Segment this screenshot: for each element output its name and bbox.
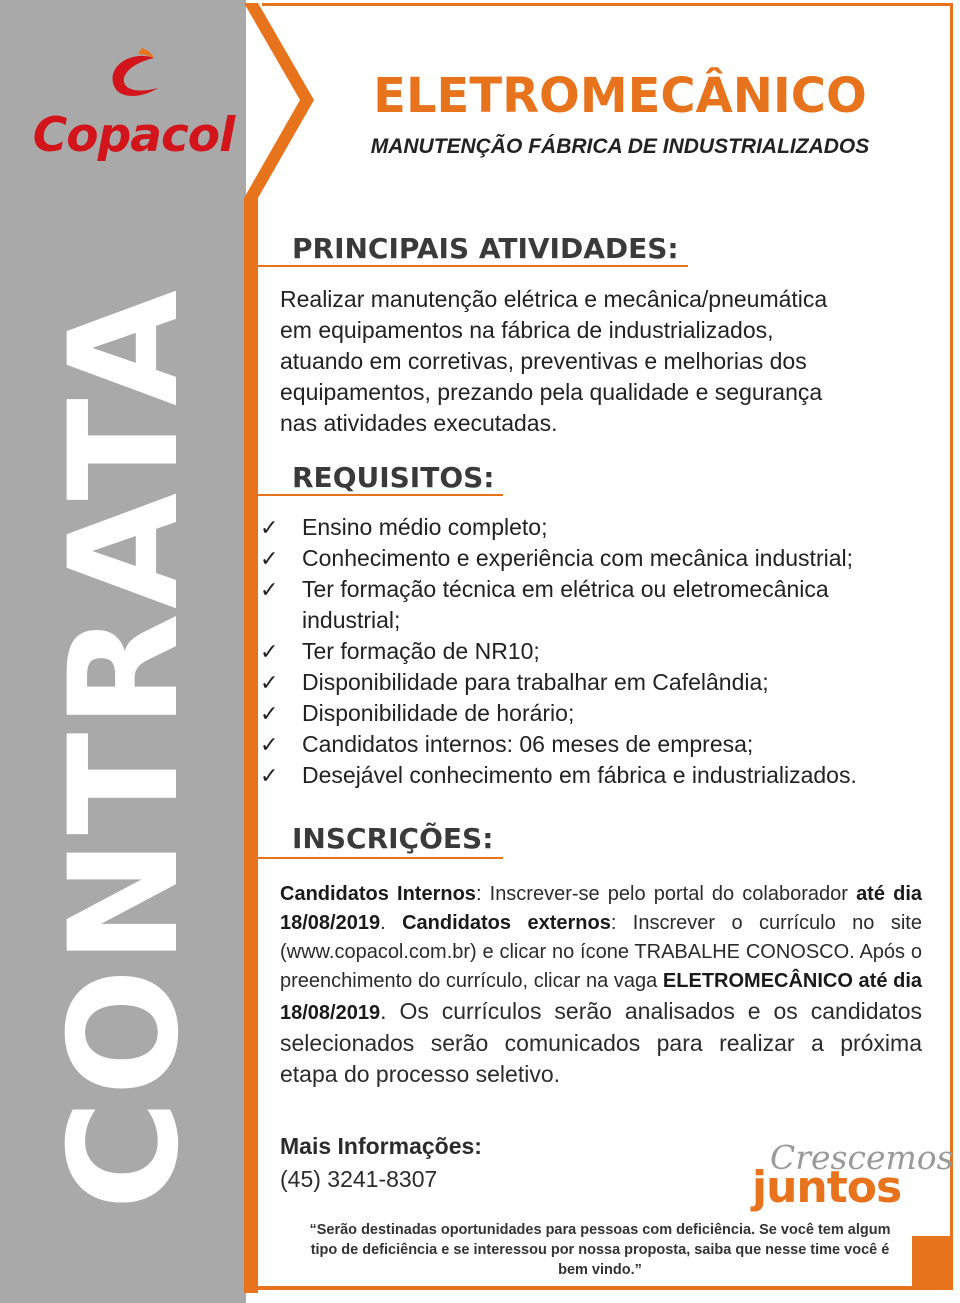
list-item [260,636,940,667]
requisitos-heading: REQUISITOS: [292,461,495,494]
atividades-heading: PRINCIPAIS ATIVIDADES: [292,232,679,265]
atividades-line: nas atividades executadas. [280,410,558,436]
list-item [260,574,940,636]
atividades-line: em equipamentos na fábrica de industrializados, [280,317,774,343]
frame-top-line [262,3,953,6]
contrata-banner: CONTRATA [38,285,212,1210]
requisito-text: Disponibilidade para trabalhar em Cafelândia; [302,669,769,695]
list-item [260,698,940,729]
job-title: ELETROMECÂNICO [373,68,867,124]
requisito-text: Conhecimento e experiência com mecânica industrial; [302,545,854,571]
requisito-text: Disponibilidade de horário; [302,700,575,726]
check-icon: ✓ [260,670,279,695]
mais-informacoes-label: Mais Informações: [280,1133,482,1159]
requisitos-underline [258,494,503,496]
requisito-text: Ensino médio completo; [302,514,548,540]
corner-block [912,1236,953,1290]
requisitos-list [260,512,940,791]
list-item [260,543,940,574]
internos-label: Candidatos Internos [280,883,476,905]
check-icon: ✓ [260,577,279,602]
internos-deadline: até dia 18/08/2019 [280,883,923,934]
pcd-note: “Serão destinadas oportunidades para pessoas com deficiência. Se você tem algum tipo de deficiência e se interessou por nossa proposta, saiba que nesse time você é bem vindo.” [309,1222,891,1278]
left-panel [0,0,246,1303]
externos-text: : Inscrever o currículo no site (www.copacol.com.br) e clicar no ícone TRABALHE CONOSCO. Após o preenchimento do currículo, clicar na vaga [280,912,922,992]
list-item [260,729,940,760]
copacol-logo [26,48,241,178]
inscricoes-closing: . Os currículos serão analisados e os candidatos selecionados serão comunicados para realizar a próxima etapa do processo seletivo. [280,998,922,1087]
frame-bottom-line [244,1286,953,1290]
job-subtitle: MANUTENÇÃO FÁBRICA DE INDUSTRIALIZADOS [370,135,870,158]
slogan-crescemos: Crescemos [770,1138,954,1177]
atividades-text [280,284,920,439]
atividades-underline [258,265,688,267]
atividades-line: equipamentos, prezando pela qualidade e segurança [280,379,823,405]
check-icon: ✓ [260,515,279,540]
logo-swoosh-icon [102,48,172,108]
logo-text: Copacol [32,108,235,163]
inscricoes-underline [258,857,503,859]
check-icon: ✓ [260,639,279,664]
atividades-line: atuando em corretivas, preventivas e melhorias dos [280,348,807,374]
atividades-line: Realizar manutenção elétrica e mecânica/pneumática [280,286,828,312]
requisito-text: Desejável conhecimento em fábrica e industrializados. [302,762,857,788]
check-icon: ✓ [260,701,279,726]
requisito-text: Candidatos internos: 06 meses de empresa; [302,731,754,757]
internos-text: : Inscrever-se pelo portal do colaborador [475,883,857,905]
check-icon: ✓ [260,546,279,571]
separator: . [380,912,403,934]
externos-label: Candidatos externos [402,912,611,934]
inscricoes-heading: INSCRIÇÕES: [292,822,494,855]
requisito-text: Ter formação de NR10; [302,638,540,664]
list-item [260,760,940,791]
phone-number: (45) 3241-8307 [280,1166,438,1192]
check-icon: ✓ [260,763,279,788]
list-item [260,512,940,543]
frame-left-bar [244,198,258,1293]
externos-deadline: ELETROMECÂNICO até dia 18/08/2019 [280,970,923,1024]
frame-right-line [950,6,953,1238]
requisito-text: Ter formação técnica em elétrica ou eletromecânica industrial; [302,576,829,633]
check-icon: ✓ [260,732,279,757]
slogan-juntos: juntos [752,1162,902,1213]
inscricoes-text [280,880,922,1090]
list-item [260,667,940,698]
